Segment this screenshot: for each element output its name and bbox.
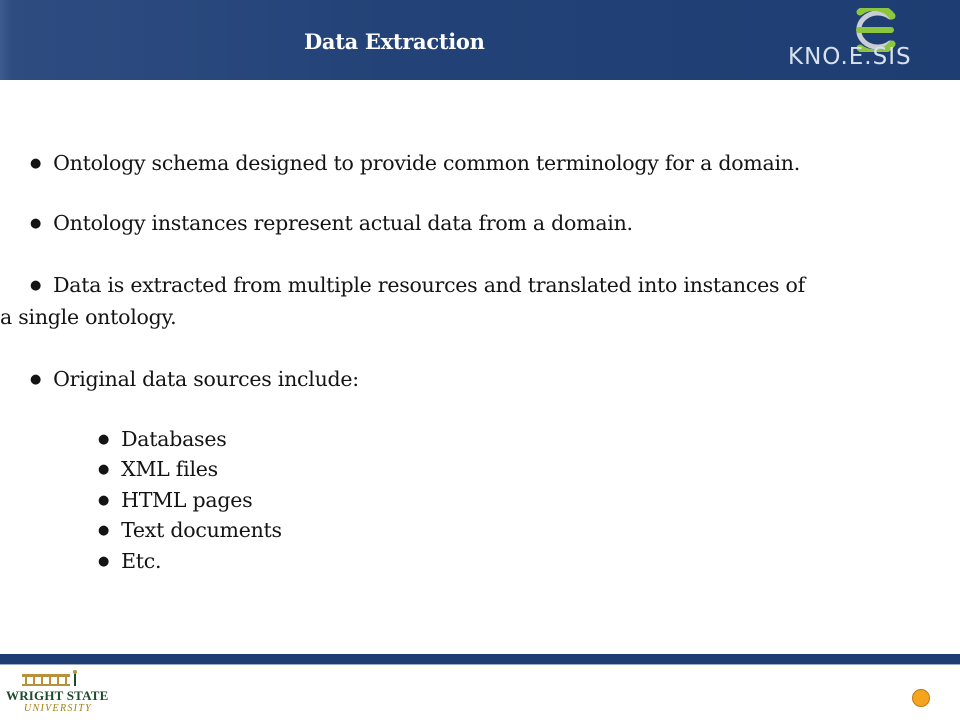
bullet-icon: ● (98, 554, 110, 569)
knoesis-logo (786, 6, 946, 74)
bullet-item (30, 364, 930, 398)
sub-bullet-item (98, 424, 960, 458)
header-shade (0, 0, 12, 80)
bullet-text: Original data sources include: (53, 367, 359, 391)
footer-divider (0, 664, 960, 665)
bullet-icon: ● (30, 156, 42, 171)
sub-bullet-item (98, 454, 960, 488)
bullet-icon: ● (98, 462, 110, 477)
bullet-item (30, 208, 930, 242)
sub-bullet-text: XML files (121, 457, 218, 481)
title-bar (0, 0, 960, 80)
sub-bullet-text: Databases (121, 427, 227, 451)
sub-bullet-item (98, 546, 960, 580)
bullet-item (30, 270, 930, 304)
sub-bullet-text: Etc. (121, 549, 162, 573)
bullet-text: Ontology schema designed to provide common terminology for a domain. (53, 151, 800, 175)
sub-bullet-text: HTML pages (121, 488, 253, 512)
bullet-icon: ● (30, 216, 42, 231)
sub-bullet-text: Text documents (121, 518, 282, 542)
bullet-icon: ● (30, 372, 42, 387)
logo-text: KNO.E.SIS (788, 44, 912, 70)
sub-bullet-item (98, 485, 960, 519)
bullet-text-continued: a single ontology. (0, 305, 177, 329)
page-indicator-dot (912, 689, 930, 707)
wright-state-logo (6, 670, 109, 718)
bullet-icon: ● (98, 432, 110, 447)
bullet-text: Data is extracted from multiple resources and translated into instances of (53, 273, 805, 297)
university-subtitle: UNIVERSITY (24, 703, 92, 714)
bullet-icon: ● (30, 278, 42, 293)
university-building-icon (20, 670, 80, 688)
sub-bullet-item (98, 515, 960, 549)
bullet-icon: ● (98, 523, 110, 538)
slide-title: Data Extraction (304, 29, 485, 54)
bullet-item (30, 148, 930, 182)
university-name: WRIGHT STATE (6, 688, 109, 703)
bullet-text: Ontology instances represent actual data from a domain. (53, 211, 633, 235)
bullet-icon: ● (98, 493, 110, 508)
footer-bar (0, 654, 960, 664)
